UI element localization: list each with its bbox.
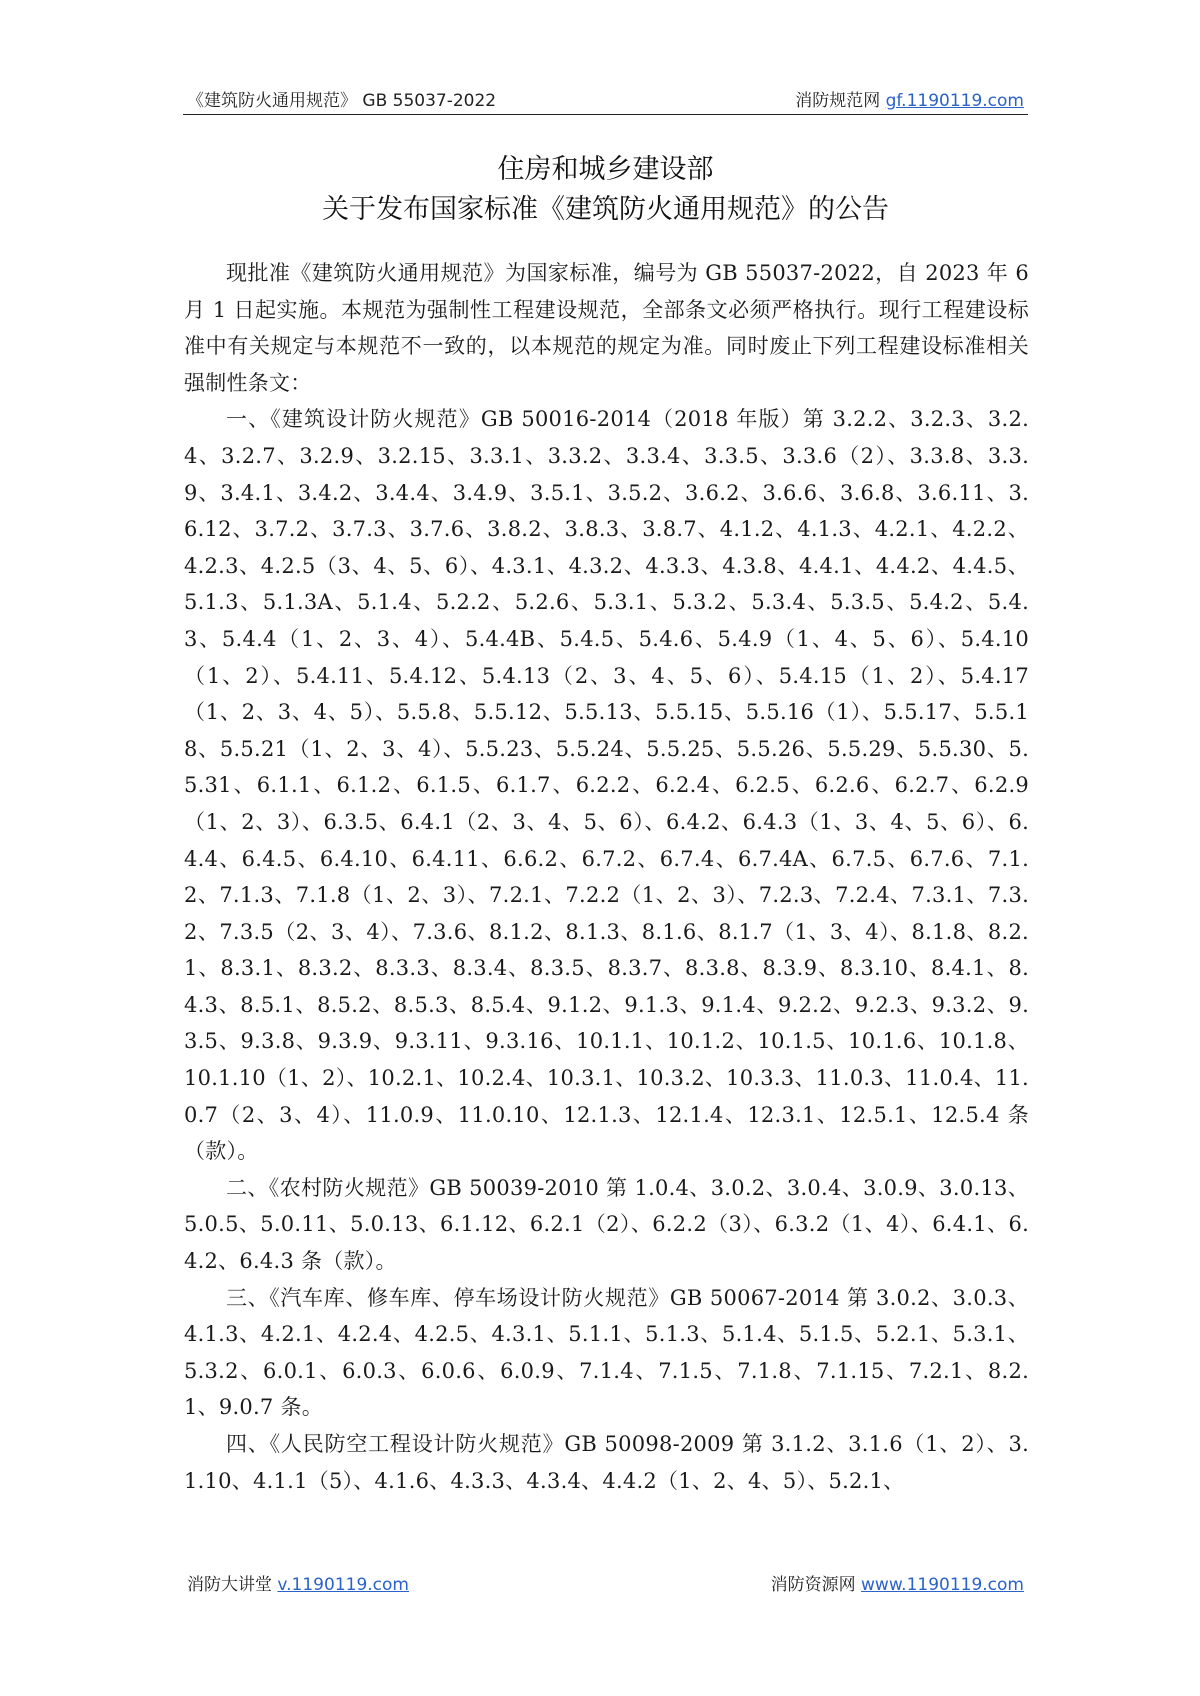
page-footer — [183, 1570, 1028, 1600]
footer-left-name: 消防大讲堂 — [187, 1575, 272, 1595]
header-site-name: 消防规范网 — [795, 91, 881, 111]
footer-left — [187, 1570, 409, 1595]
header-site-link[interactable]: gf.1190119.com — [885, 91, 1024, 111]
footer-right-link[interactable]: www.1190119.com — [861, 1575, 1024, 1595]
abolished-list-item: 一、《建筑设计防火规范》GB 50016-2014（2018 年版）第 3.2.2、3.2.3、3.2.4、3.2.7、3.2.9、3.2.15、3.3.1、3.3.2、3.3.4、3.3.5、3.3.6（2）、3.3.8、3.3.9、3.4.1、3.4.2、3.4.4、3.4.9、3.5.1、3.5.2、3.6.2、3.6.6、3.6.8、3.6.11、3.6.12、3.7.2、3.7.3、3.7.6、3.8.2、3.8.3、3.8.7、4.1.2、4.1.3、4.2.1、4.2.2、4.2.3、4.2.5（3、4、5、6）、4.3.1、4.3.2、4.3.3、4.3.8、4.4.1、4.4.2、4.4.5、5.1.3、5.1.3A、5.1.4、5.2.2、5.2.6、5.3.1、5.3.2、5.3.4、5.3.5、5.4.2、5.4.3、5.4.4（1、2、3、4）、5.4.4B、5.4.5、5.4.6、5.4.9（1、4、5、6）、5.4.10（1、2）、5.4.11、5.4.12、5.4.13（2、3、4、5、6）、5.4.15（1、2）、5.4.17（1、2、3、4、5）、5.5.8、5.5.12、5.5.13、5.5.15、5.5.16（1）、5.5.17、5.5.18、5.5.21（1、2、3、4）、5.5.23、5.5.24、5.5.25、5.5.26、5.5.29、5.5.30、5.5.31、6.1.1、6.1.2、6.1.5、6.1.7、6.2.2、6.2.4、6.2.5、6.2.6、6.2.7、6.2.9（1、2、3）、6.3.5、6.4.1（2、3、4、5、6）、6.4.2、6.4.3（1、3、4、5、6）、6.4.4、6.4.5、6.4.10、6.4.11、6.6.2、6.7.2、6.7.4、6.7.4A、6.7.5、6.7.6、7.1.2、7.1.3、7.1.8（1、2、3）、7.2.1、7.2.2（1、2、3）、7.2.3、7.2.4、7.3.1、7.3.2、7.3.5（2、3、4）、7.3.6、8.1.2、8.1.3、8.1.6、8.1.7（1、3、4）、8.1.8、8.2.1、8.3.1、8.3.2、8.3.3、8.3.4、8.3.5、8.3.7、8.3.8、8.3.9、8.3.10、8.4.1、8.4.3、8.5.1、8.5.2、8.5.3、8.5.4、9.1.2、9.1.3、9.1.4、9.2.2、9.2.3、9.3.2、9.3.5、9.3.8、9.3.9、9.3.11、9.3.16、10.1.1、10.1.2、10.1.5、10.1.6、10.1.8、10.1.10（1、2）、10.2.1、10.2.4、10.3.1、10.3.2、10.3.3、11.0.3、11.0.4、11.0.7（2、3、4）、11.0.9、11.0.10、12.1.3、12.1.4、12.3.1、12.5.1、12.5.4 条（款）。 — [184, 407, 1029, 1164]
abolished-list-item: 三、《汽车库、修车库、停车场设计防火规范》GB 50067-2014 第 3.0.2、3.0.3、4.1.3、4.2.1、4.2.4、4.2.5、4.3.1、5.1.1、5.1.3、5.1.4、5.1.5、5.2.1、5.3.1、5.3.2、6.0.1、6.0.3、6.0.6、6.0.9、7.1.4、7.1.5、7.1.8、7.1.15、7.2.1、8.2.1、9.0.7 条。 — [184, 1285, 1029, 1420]
footer-left-link[interactable]: v.1190119.com — [277, 1575, 409, 1595]
announcement-title: 关于发布国家标准《建筑防火通用规范》的公告 — [322, 194, 889, 225]
footer-right — [771, 1570, 1024, 1595]
intro-paragraph: 现批准《建筑防火通用规范》为国家标准，编号为 GB 55037-2022，自 2023 年 6 月 1 日起实施。本规范为强制性工程建设规范，全部条文必须严格执行。现行工程建设标准中有关规定与本规范不一致的，以本规范的规定为准。同时废止下列工程建设标准相关强制性条文： — [184, 261, 1029, 395]
abolished-list-item: 二、《农村防火规范》GB 50039-2010 第 1.0.4、3.0.2、3.0.4、3.0.9、3.0.13、5.0.5、5.0.11、5.0.13、6.1.12、6.2.1（2）、6.2.2（3）、6.3.2（1、4）、6.4.1、6.4.2、6.4.3 条（款）。 — [184, 1175, 1029, 1274]
document-title-code: 《建筑防火通用规范》 GB 55037-2022 — [187, 91, 497, 111]
header-site — [795, 86, 1024, 111]
announcement-issuer: 住房和城乡建设部 — [497, 154, 714, 185]
footer-right-name: 消防资源网 — [770, 1575, 856, 1595]
abolished-list-item: 四、《人民防空工程设计防火规范》GB 50098-2009 第 3.1.2、3.1.6（1、2）、3.1.10、4.1.1（5）、4.1.6、4.3.3、4.3.4、4.4.2（1、2、4、5）、5.2.1、 — [184, 1432, 1029, 1493]
page-header — [183, 82, 1028, 115]
announcement-body — [184, 255, 1029, 1499]
